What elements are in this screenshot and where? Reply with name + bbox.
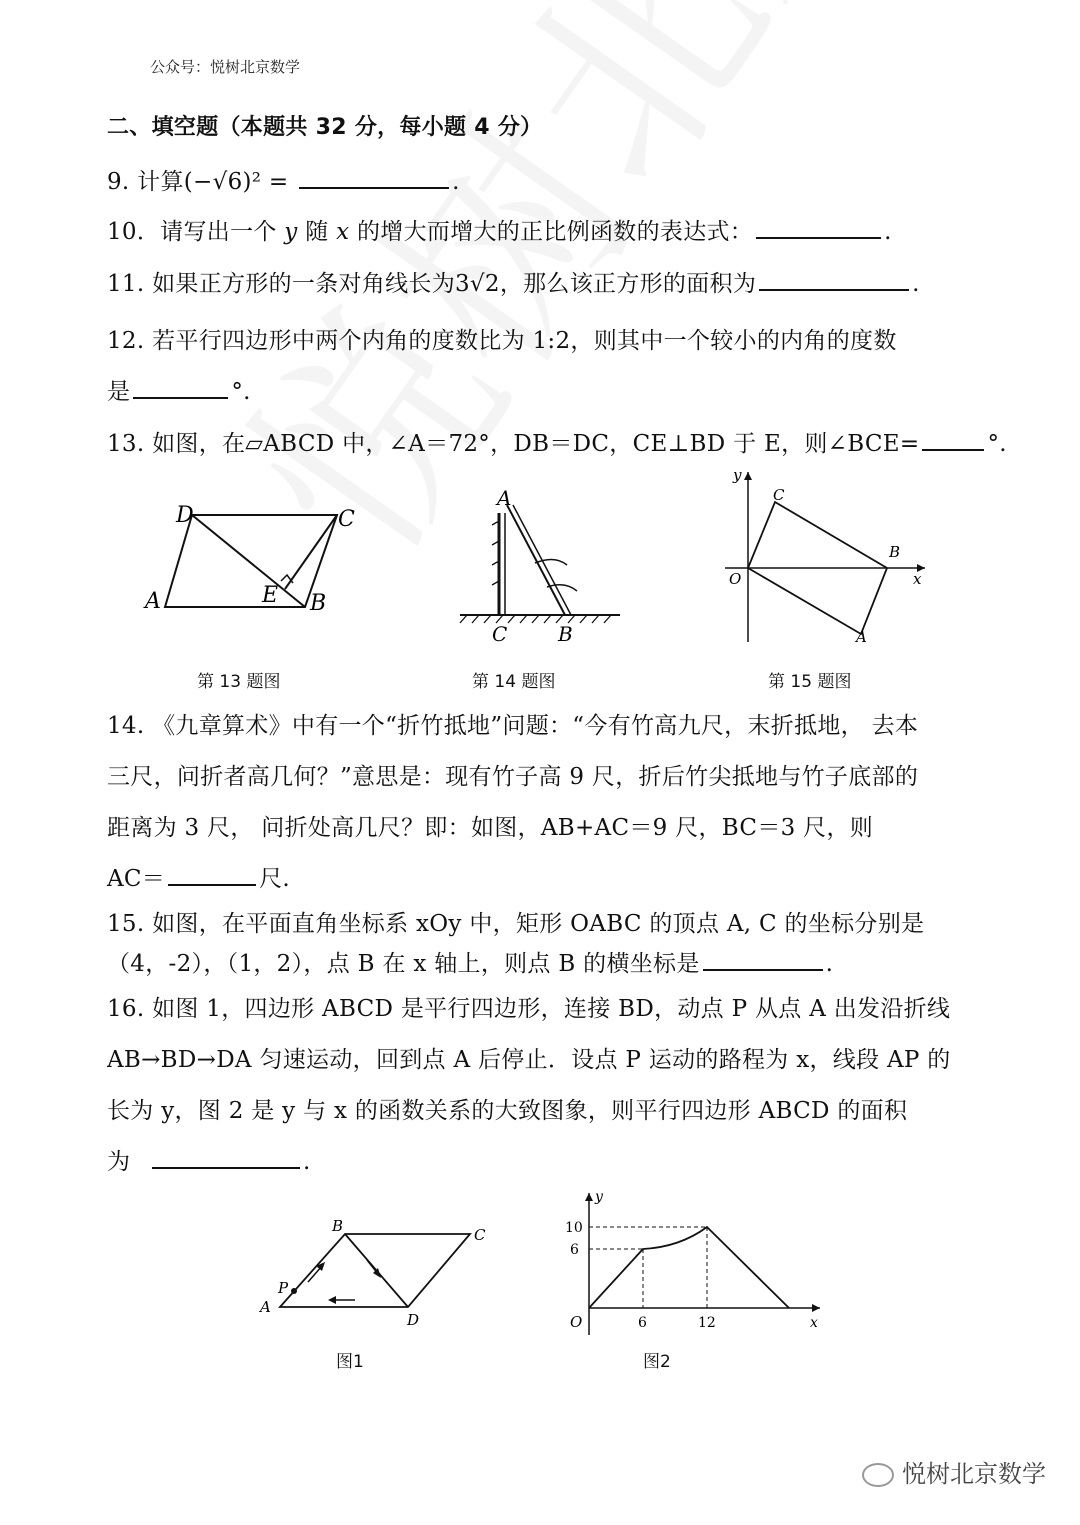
q9-end: . xyxy=(452,169,460,195)
q10-var-y: y xyxy=(284,219,298,245)
fig1-label-b: B xyxy=(332,1217,344,1235)
fig2-tick-10: 10 xyxy=(565,1220,583,1236)
fig13-label-e: E xyxy=(262,583,279,608)
fig14-caption: 第 14 题图 xyxy=(472,672,556,692)
q12-answer-blank[interactable] xyxy=(133,375,228,399)
fig15-label-b: B xyxy=(889,543,901,561)
fig1-label-a: A xyxy=(260,1298,271,1316)
fig15-caption: 第 15 题图 xyxy=(768,672,852,692)
q12-end: °. xyxy=(231,379,251,405)
wechat-icon xyxy=(862,1463,894,1487)
fig2-label-o: O xyxy=(570,1313,583,1331)
q9-answer-blank[interactable] xyxy=(299,165,449,189)
fig2-tick-12: 12 xyxy=(698,1315,716,1331)
question-10 xyxy=(107,213,892,246)
figure-13 xyxy=(140,495,370,620)
q10-end: . xyxy=(884,219,892,245)
fig15-label-c: C xyxy=(773,486,785,504)
q14-answer-blank[interactable] xyxy=(168,862,256,886)
fig1-label-d: D xyxy=(407,1311,420,1329)
footer-text: 悦树北京数学 xyxy=(902,1460,1046,1488)
q12-prefix: 是 xyxy=(107,379,131,405)
question-14-line2: 三尺，问折者高几何？”意思是：现有竹子高 9 尺，折后竹尖抵地与竹子底部的 xyxy=(107,764,919,790)
q11-post: ，那么该正方形的面积为 xyxy=(499,271,757,297)
q9-prefix: 9. 计算 xyxy=(107,169,184,195)
fig13-label-d: D xyxy=(176,503,194,528)
fig14-label-b: B xyxy=(558,622,573,645)
fig14-label-c: C xyxy=(492,622,508,645)
fig2-label-x: x xyxy=(810,1315,818,1331)
q16-answer-blank[interactable] xyxy=(152,1145,300,1169)
q10-var-x: x xyxy=(336,219,350,245)
q9-equals: = xyxy=(268,169,289,195)
fig1-label-c: C xyxy=(474,1226,486,1244)
fig13-label-b: B xyxy=(310,591,327,616)
fig13-label-c: C xyxy=(338,507,355,532)
q11-prefix: 11. 如果正方形的一条对角线长为 xyxy=(107,271,455,297)
q11-end: . xyxy=(912,271,920,297)
q13-text: 13. 如图，在▱ABCD 中，∠A＝72°，DB＝DC，CE⊥BD 于 E，则∠BCE= xyxy=(107,431,920,457)
q13-answer-blank[interactable] xyxy=(922,427,984,451)
page-header: 公众号：悦树北京数学 xyxy=(150,58,301,76)
question-14-line1: 14. 《九章算术》中有一个“折竹抵地”问题：“今有竹高九尺，末折抵地， 去本 xyxy=(107,713,919,739)
q16-end: . xyxy=(302,1149,311,1175)
question-15-line1: 15. 如图，在平面直角坐标系 xOy 中，矩形 OABC 的顶点 A, C 的坐标分别是 xyxy=(107,911,925,937)
question-9 xyxy=(107,163,460,196)
q15-end: . xyxy=(825,951,834,977)
question-11 xyxy=(107,265,920,298)
q16-prefix: 为 xyxy=(107,1149,131,1175)
fig1-caption: 图1 xyxy=(336,1352,364,1372)
fig2-tick-6y: 6 xyxy=(570,1242,579,1258)
q13-end: °. xyxy=(987,431,1007,457)
fig2-tick-6x: 6 xyxy=(638,1315,647,1331)
question-12-line2 xyxy=(107,373,251,406)
q10-mid1: 随 xyxy=(297,219,337,245)
section-title: 二、填空题（本题共 32 分，每小题 4 分） xyxy=(107,115,543,140)
q11-answer-blank[interactable] xyxy=(759,267,909,291)
q15-answer-blank[interactable] xyxy=(703,947,823,971)
figure-1 xyxy=(250,1212,495,1332)
footer-brand xyxy=(862,1454,1046,1489)
question-16-line1: 16. 如图 1，四边形 ABCD 是平行四边形，连接 BD，动点 P 从点 A 出发沿折线 xyxy=(107,996,951,1022)
fig2-label-y: y xyxy=(595,1189,603,1205)
figure-14 xyxy=(455,485,625,645)
fig14-label-a: A xyxy=(497,486,512,510)
fig1-label-p: P xyxy=(278,1279,289,1297)
fig15-label-x: x xyxy=(913,570,922,588)
fig15-label-a: A xyxy=(856,628,867,646)
question-14-line3: 距离为 3 尺， 问折处高几尺？即：如图，AB+AC＝9 尺，BC＝3 尺，则 xyxy=(107,815,874,841)
q15-text: （4，-2），（1，2），点 B 在 x 轴上，则点 B 的横坐标是 xyxy=(107,951,700,977)
q9-expression: (−√6)² xyxy=(183,169,262,195)
q10-prefix: 10．请写出一个 xyxy=(107,219,285,245)
figure-2 xyxy=(555,1185,830,1335)
q11-value: 3√2 xyxy=(455,271,500,297)
question-13 xyxy=(107,425,1007,458)
fig13-label-a: A xyxy=(145,589,161,614)
figure-15 xyxy=(715,462,935,647)
q14-end: 尺. xyxy=(259,866,291,892)
question-16-line2: AB→BD→DA 匀速运动，回到点 A 后停止．设点 P 运动的路程为 x，线段 AP 的 xyxy=(107,1047,951,1073)
q10-answer-blank[interactable] xyxy=(756,215,881,239)
question-16-line4 xyxy=(107,1143,311,1176)
q14-prefix: AC＝ xyxy=(107,866,166,892)
question-16-line3: 长为 y，图 2 是 y 与 x 的函数关系的大致图象，则平行四边形 ABCD 的面积 xyxy=(107,1098,908,1124)
q10-mid2: 的增大而增大的正比例函数的表达式： xyxy=(349,219,754,245)
fig15-label-o: O xyxy=(729,570,742,588)
fig13-caption: 第 13 题图 xyxy=(197,672,281,692)
fig2-caption: 图2 xyxy=(643,1352,671,1372)
question-12-line1: 12. 若平行四边形中两个内角的度数比为 1:2，则其中一个较小的内角的度数 xyxy=(107,328,897,354)
question-15-line2 xyxy=(107,945,833,978)
question-14-line4 xyxy=(107,860,290,893)
fig15-label-y: y xyxy=(733,466,742,484)
